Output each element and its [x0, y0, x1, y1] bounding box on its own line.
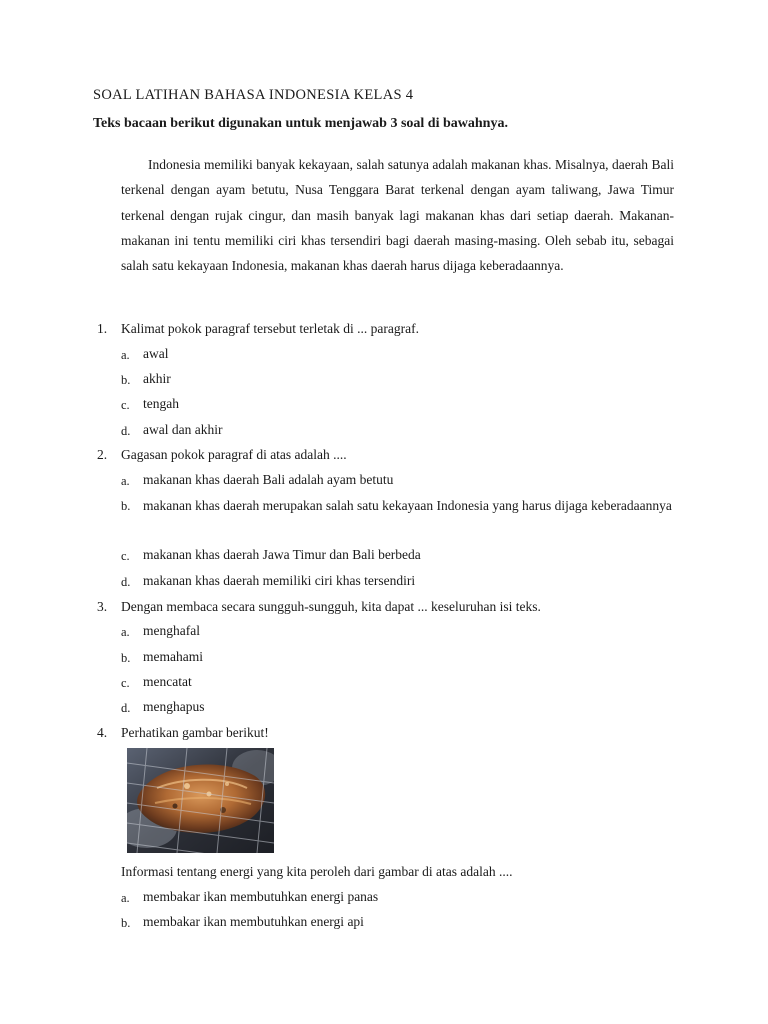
option-text: menghafal	[143, 623, 200, 638]
option-letter: d.	[121, 701, 131, 715]
grilled-fish-photo	[127, 748, 274, 853]
option-text: membakar ikan membutuhkan energi api	[143, 914, 364, 929]
question-text: Perhatikan gambar berikut!	[121, 725, 269, 740]
option-text: membakar ikan membutuhkan energi panas	[143, 889, 379, 904]
option-letter: a.	[121, 474, 130, 488]
question-text: Gagasan pokok paragraf di atas adalah ....	[121, 447, 347, 462]
question-number: 1.	[97, 321, 108, 336]
option-text: memahami	[143, 649, 203, 664]
option-letter: d.	[121, 424, 131, 438]
option-letter: c.	[121, 398, 130, 412]
question-number: 4.	[97, 725, 108, 740]
question-text: Dengan membaca secara sungguh-sungguh, kita dapat ... keseluruhan isi teks.	[121, 599, 541, 614]
question-number: 2.	[97, 447, 108, 462]
option-letter: a.	[121, 625, 130, 639]
option-letter: a.	[121, 348, 130, 362]
option-text: tengah	[143, 396, 179, 411]
option-text: akhir	[143, 371, 171, 386]
option-letter: a.	[121, 891, 130, 905]
option-text: makanan khas daerah merupakan salah satu kekayaan Indonesia yang harus dijaga keberadaannya	[143, 498, 672, 513]
option-text: menghapus	[143, 699, 205, 714]
option-text: awal dan akhir	[143, 422, 223, 437]
option-text: mencatat	[143, 674, 192, 689]
reading-passage: Indonesia memiliki banyak kekayaan, salah satunya adalah makanan khas. Misalnya, daerah Bali terkenal dengan ayam betutu, Nusa Tenggara Barat terkenal dengan ayam taliwang, Jawa Timur terkenal dengan rujak cingur, dan masih banyak lagi makanan khas dari setiap daerah. Makanan-makanan ini tentu memiliki ciri khas tersendiri bagi daerah masing-masing. Oleh sebab itu, sebagai salah satu kekayaan Indonesia, makanan khas daerah harus dijaga keberadaannya.	[121, 157, 674, 274]
option-letter: b.	[121, 499, 131, 513]
option-letter: b.	[121, 916, 131, 930]
option-letter: d.	[121, 575, 131, 589]
option-text: awal	[143, 346, 169, 361]
option-text: makanan khas daerah memiliki ciri khas tersendiri	[143, 573, 416, 588]
question-number: 3.	[97, 599, 108, 614]
question-text: Kalimat pokok paragraf tersebut terletak di ... paragraf.	[121, 321, 419, 336]
option-text: makanan khas daerah Bali adalah ayam betutu	[143, 472, 394, 487]
option-letter: b.	[121, 651, 131, 665]
page-title: SOAL LATIHAN BAHASA INDONESIA KELAS 4	[93, 87, 414, 103]
option-letter: b.	[121, 373, 131, 387]
reading-instruction: Teks bacaan berikut digunakan untuk menjawab 3 soal di bawahnya.	[93, 116, 508, 131]
option-letter: c.	[121, 549, 130, 563]
question-followup-text: Informasi tentang energi yang kita peroleh dari gambar di atas adalah ....	[121, 864, 513, 879]
option-letter: c.	[121, 676, 130, 690]
option-text: makanan khas daerah Jawa Timur dan Bali berbeda	[143, 547, 421, 562]
